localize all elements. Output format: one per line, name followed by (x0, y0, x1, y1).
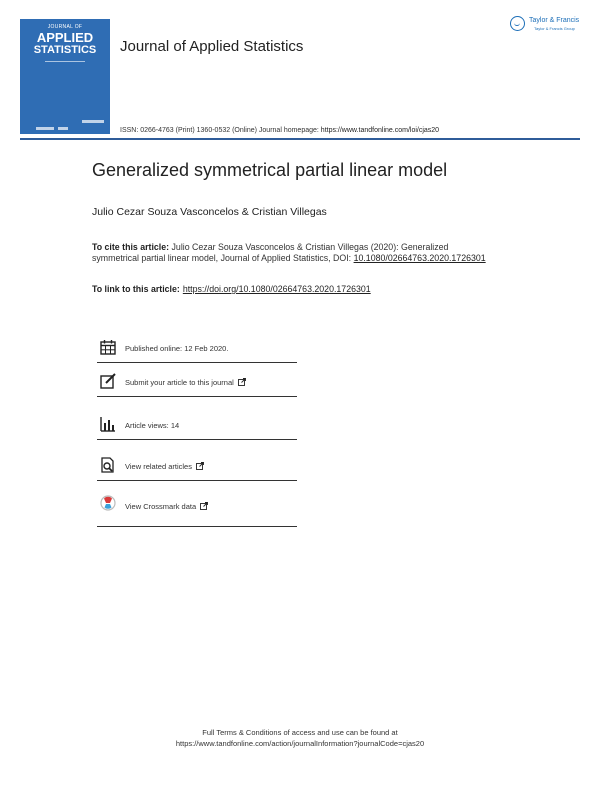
crossmark-label: View Crossmark data (125, 502, 197, 511)
publisher-subtitle: Taylor & Francis Group (534, 26, 575, 31)
citation-text: Julio Cezar Souza Vasconcelos & Cristian Villegas (2020): Generalized symmetrical partial linear model, Journal of Applied Statistics, DOI: (92, 242, 449, 263)
article-authors: Julio Cezar Souza Vasconcelos & Cristian Villegas (92, 206, 327, 218)
article-title: Generalized symmetrical partial linear model (92, 160, 448, 180)
info-row-views (97, 406, 297, 440)
submit-article-link[interactable] (125, 378, 246, 387)
bar-chart-icon (100, 416, 116, 432)
issn-text: ISSN: 0266-4763 (Print) 1360-0532 (Online) Journal homepage: (120, 127, 321, 134)
crossmark-icon (100, 495, 116, 511)
crossmark-link[interactable] (125, 502, 208, 511)
external-link-icon (200, 502, 208, 510)
footer-terms-text: Full Terms & Conditions of access and use can be found at (202, 728, 398, 737)
journal-title: Journal of Applied Statistics (120, 38, 304, 55)
citation-doi-link[interactable]: 10.1080/02664763.2020.1726301 (353, 253, 486, 263)
article-doi-link[interactable]: https://doi.org/10.1080/02664763.2020.1726301 (182, 284, 371, 294)
header-divider (20, 138, 580, 140)
calendar-icon (100, 339, 116, 355)
article-views-label: Article views: 14 (125, 421, 180, 430)
cover-footer-marks (26, 120, 104, 128)
citation-block (92, 242, 492, 264)
info-row-crossmark[interactable] (97, 487, 297, 527)
taylor-francis-logo-icon (510, 16, 525, 31)
edit-icon (100, 373, 116, 389)
submit-article-label: Submit your article to this journal (125, 378, 234, 387)
published-date-label: Published online: 12 Feb 2020. (125, 344, 229, 353)
search-document-icon (100, 457, 116, 473)
terms-footer (0, 727, 600, 749)
cover-title-line2: STATISTICS (33, 44, 97, 56)
journal-cover[interactable] (20, 19, 110, 134)
external-link-icon (238, 378, 246, 386)
cover-title-line1: APPLIED (36, 30, 94, 45)
related-articles-link[interactable] (125, 462, 204, 471)
article-link-block (92, 284, 371, 294)
footer-terms-link[interactable]: https://www.tandfonline.com/action/journalInformation?journalCode=cjas20 (175, 739, 425, 748)
info-row-related[interactable] (97, 447, 297, 481)
related-articles-label: View related articles (125, 462, 192, 471)
cover-divider (45, 61, 85, 62)
issn-line (120, 127, 439, 134)
cover-top-text: JOURNAL OF (47, 24, 83, 30)
publisher-logo[interactable] (510, 16, 585, 36)
info-row-published (97, 329, 297, 363)
citation-label: To cite this article: (92, 242, 170, 252)
journal-homepage-link[interactable]: https://www.tandfonline.com/loi/cjas20 (320, 127, 440, 134)
publisher-name: Taylor & Francis (529, 17, 580, 24)
external-link-icon (196, 462, 204, 470)
link-label: To link to this article: (92, 284, 180, 294)
info-row-submit[interactable] (97, 363, 297, 397)
